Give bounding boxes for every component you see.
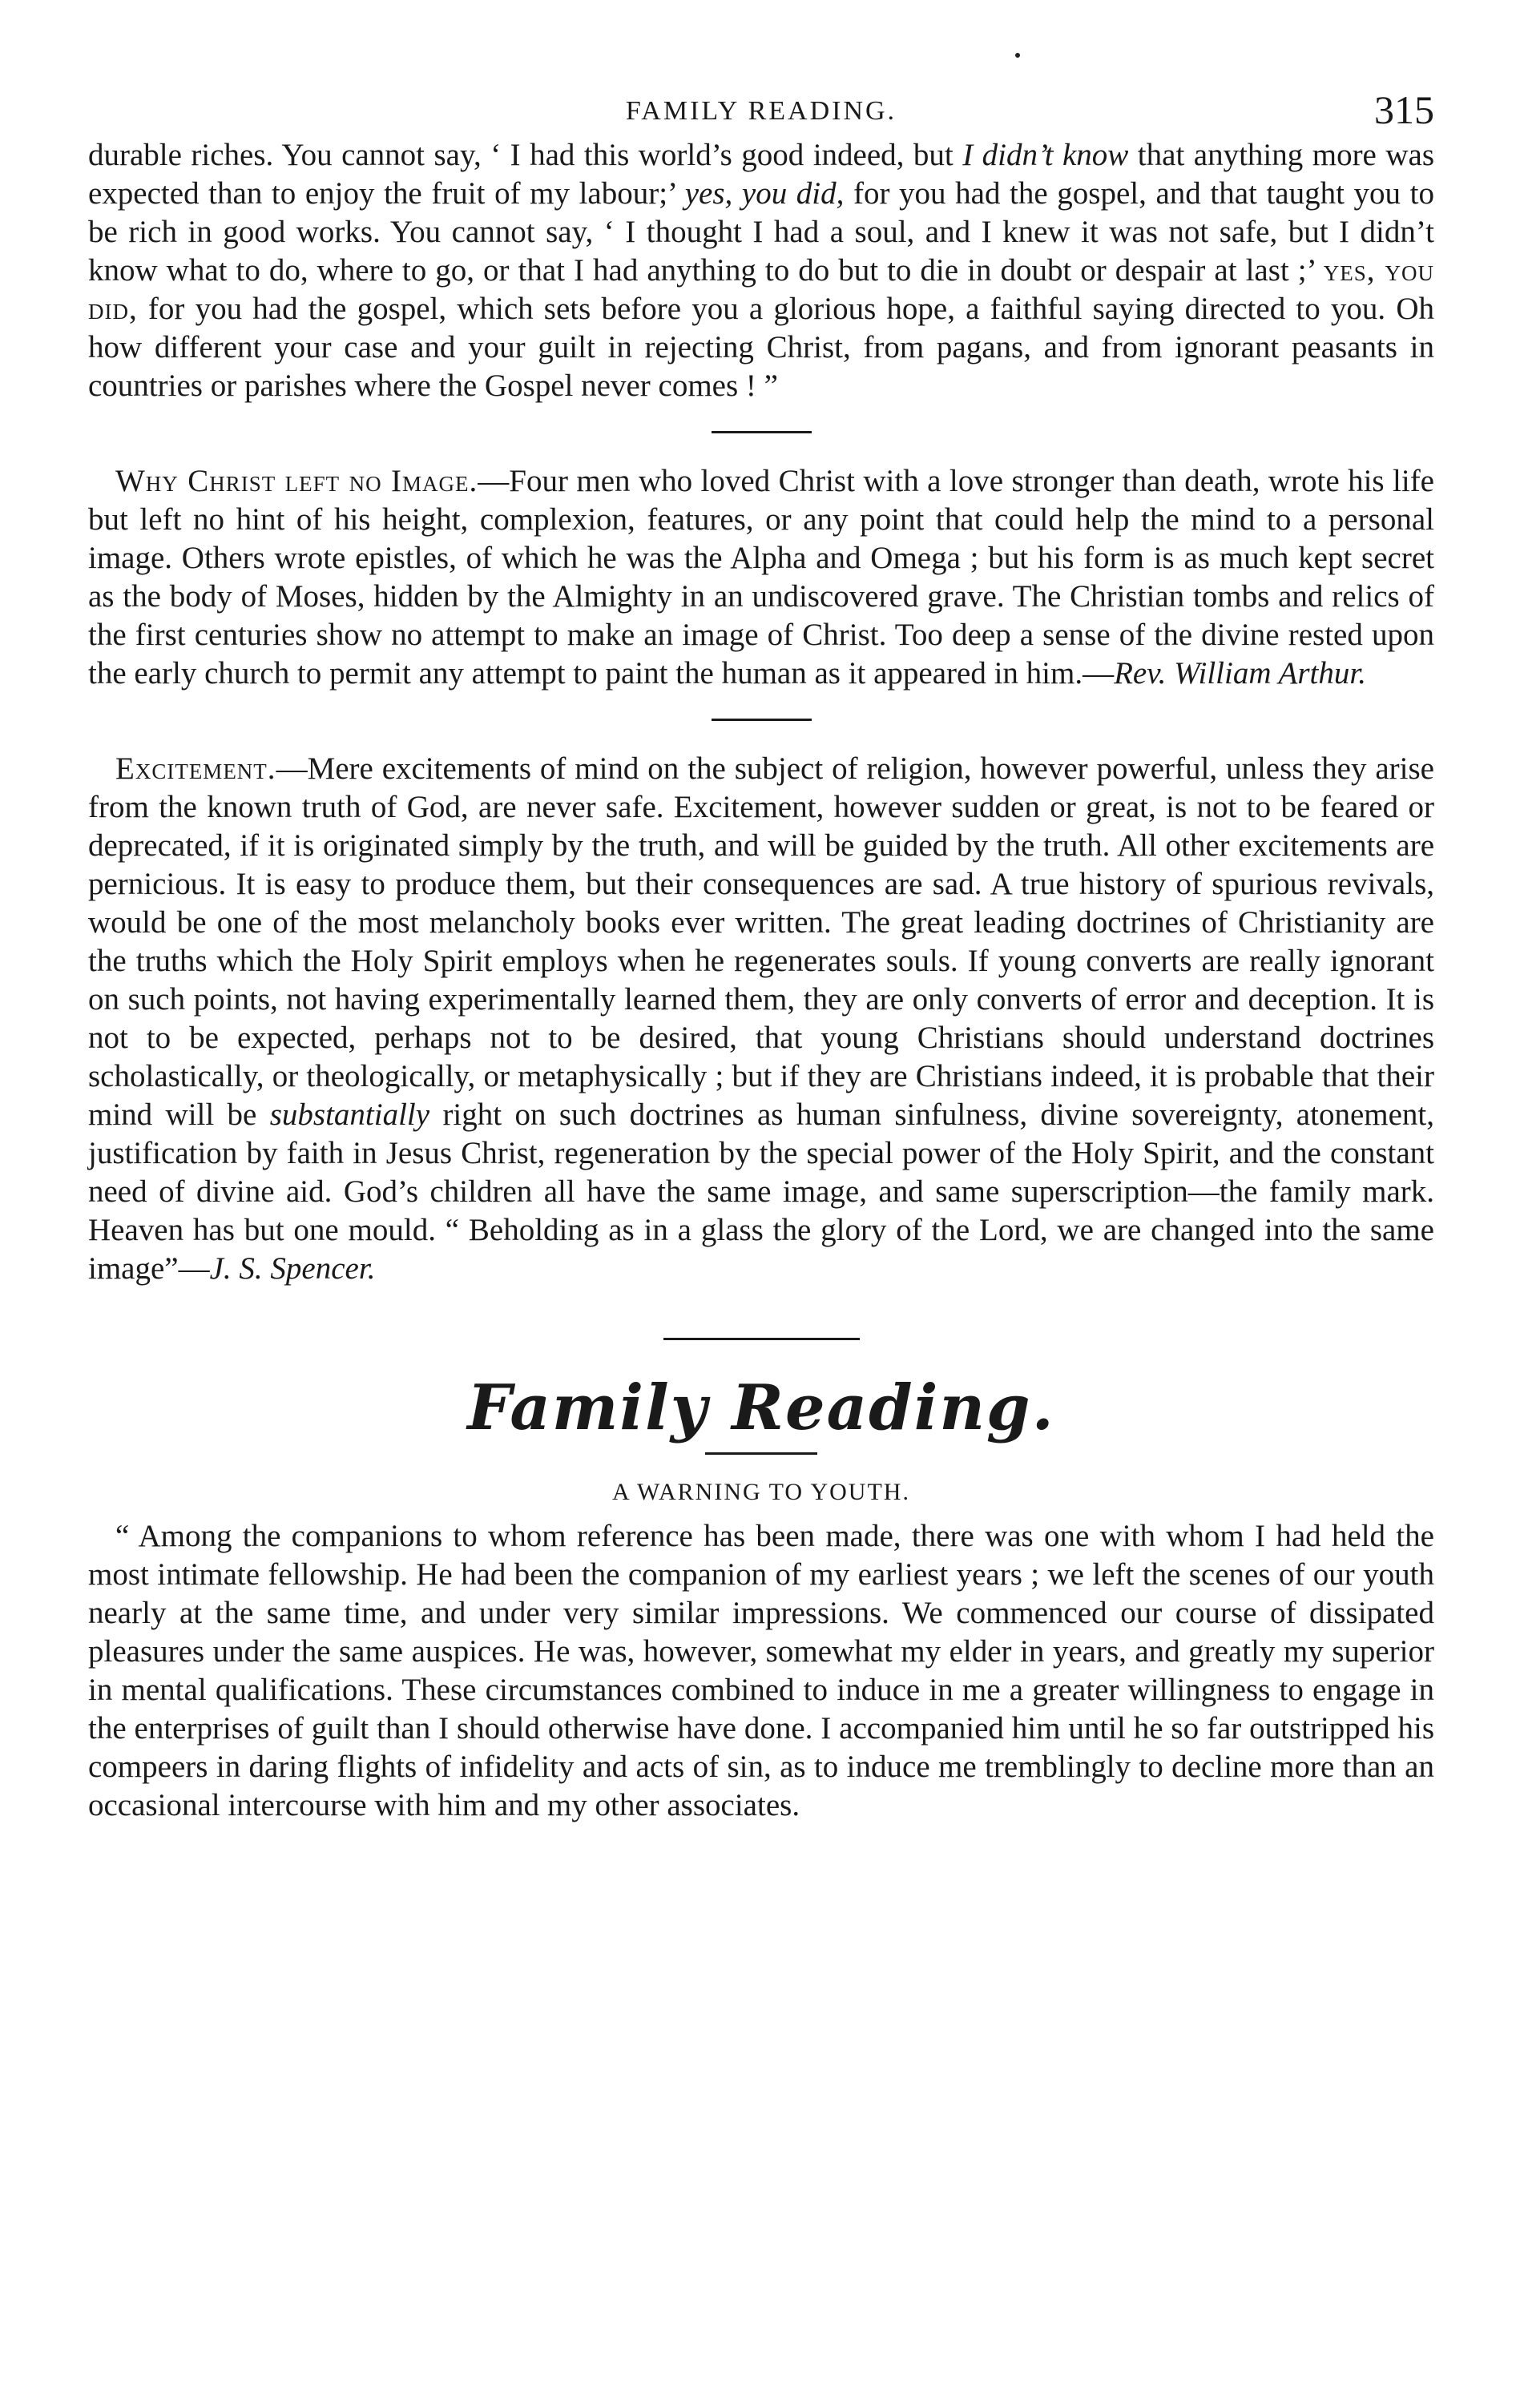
story-paragraph [88,1517,1434,1825]
excitement-article-attribution: J. S. Spencer. [209,1251,376,1286]
intro-text-2: that anything more was expected than to enjoy the fruit of my labour;’ [88,138,1434,211]
image-article-attribution: Rev. William Arthur. [1114,656,1366,691]
section-divider [712,431,812,433]
excitement-article [88,750,1434,1288]
section-divider-long [663,1338,860,1340]
intro-text-3: for you had the gospel, and that taught you to be rich in good works. You cannot say, ‘ I thought I had a soul, and I knew it was not safe, but I didn’t know what to do, where to go, or that I had anything to do but to die in doubt or despair at last ;’ [88,176,1434,288]
excitement-article-heading: Excitement. [115,751,276,786]
running-head [88,80,1434,136]
excitement-article-text-2: right on such doctrines as human sinfulness, divine sovereignty, atonement, justification by faith in Jesus Christ, regeneration by the special power of the Holy Spirit, and the constant need of divine aid. God’s children all have the same image, and same superscription—the family mark. Heaven has but one mould. “ Beholding as in a glass the glory of the Lord, we are changed into the same image”— [88,1097,1434,1286]
intro-italic-1: I didn’t know [962,138,1129,172]
page [88,80,1434,1825]
intro-text-1: durable riches. You cannot say, ‘ I had this world’s good indeed, but [88,138,963,172]
story-subheading: A WARNING TO YOUTH. [612,1479,910,1505]
intro-italic-2: yes, you did, [684,176,845,211]
excitement-article-text-1: —Mere excitements of mind on the subject of religion, however powerful, unless they arise from the known truth of God, are never safe. Excitement, however sudden or great, is not to be feared or deprecated, if it is originated simply by the truth, and will be guided by the truth. All other excitements are pernicious. It is easy to produce them, but their consequences are sad. A true history of spurious revivals, would be one of the most melancholy books ever written. The great leading doctrines of Christianity are the truths which the Holy Spirit employs when he regenerates souls. If young converts are really ignorant on such points, not having experimentally learned them, they are only converts of error and deception. It is not to be expected, perhaps not to be desired, that young Christians should understand doctrines scholastically, or theologically, or metaphysically ; but if they are Christians indeed, it is probable that their mind will be [88,751,1434,1132]
image-article-heading: Why Christ left no Image. [115,464,478,498]
intro-paragraph [88,136,1434,405]
section-divider [712,719,812,721]
image-article-text: —Four men who loved Christ with a love stronger than death, wrote his life but left no hint of his height, complexion, features, or any point that could help the mind to a personal image. Others wrote epistles, of which he was the Alpha and Omega ; but his form is as much kept secret as the body of Moses, hidden by the Almighty in an undiscovered grave. The Christian tombs and relics of the first centuries show no attempt to make an image of Christ. Too deep a sense of the divine rested upon the early church to permit any attempt to paint the human as it appeared in him.— [88,464,1434,691]
story-text: “ Among the companions to whom reference has been made, there was one with whom I had held the most intimate fellowship. He had been the companion of my earliest years ; we left the scenes of our youth nearly at the same time, and under very similar impressions. We commenced our course of dissipated pleasures under the same auspices. He was, however, somewhat my elder in years, and greatly my superior in mental qualifications. These circumstances combined to induce in me a greater willingness to engage in the enterprises of guilt than I should otherwise have done. I accompanied him until he so far outstripped his compeers in daring flights of infidelity and acts of sin, as to induce me tremblingly to decline more than an occasional intercourse with him and my other associates. [88,1519,1434,1822]
section-title-divider [705,1452,817,1455]
intro-text-4: for you had the gospel, which sets before you a glorious hope, a faithful saying directed to you. Oh how different your case and your guilt in rejecting Christ, from pagans, and from ignorant peasants in countries or parishes where the Gospel never comes ! ” [88,292,1434,403]
running-title: FAMILY READING. [625,96,897,126]
page-number: 315 [1374,87,1434,132]
excitement-article-emphasis: substantially [269,1097,430,1132]
print-speck [1015,53,1020,58]
image-article [88,462,1434,693]
intro-smallcaps: yes, you did, [88,253,1434,326]
section-title: Family Reading. [467,1371,1055,1444]
